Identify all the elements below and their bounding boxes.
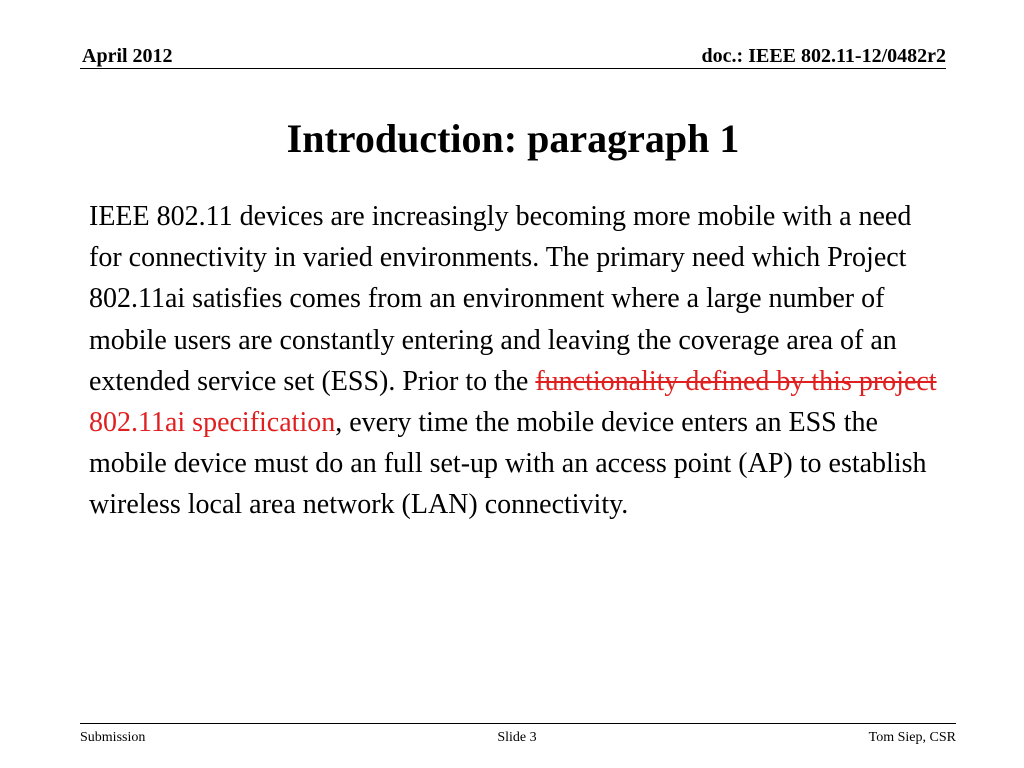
inserted-revision-text: 802.11ai specification: [89, 407, 336, 439]
footer-submission: Submission: [80, 730, 146, 745]
paragraph-text-after: , every time the mobile device enters an ESS the mobile device must do an full set-up with an access point (AP) to establish wireless local area network (LAN) connectivity.: [89, 407, 927, 521]
deleted-revision-text: functionality defined by this project: [535, 365, 937, 397]
footer-slide-number: Slide 3: [497, 730, 537, 745]
footer-author: Tom Siep, CSR: [868, 730, 956, 745]
header-divider: [80, 68, 946, 69]
footer-divider: [80, 723, 956, 724]
slide-title: Introduction: paragraph 1: [286, 116, 740, 161]
paragraph-text-before: IEEE 802.11 devices are increasingly becoming more mobile with a need for connectivity in varied environments. The primary need which Project 802.11ai satisfies comes from an environment where a large number of mobile users are constantly entering and leaving the coverage area of an extended service set (ESS). Prior to the: [89, 201, 912, 397]
header-doc-id: doc.: IEEE 802.11-12/0482r2: [701, 45, 946, 67]
header-date: April 2012: [82, 45, 173, 67]
body-paragraph: [89, 196, 949, 526]
